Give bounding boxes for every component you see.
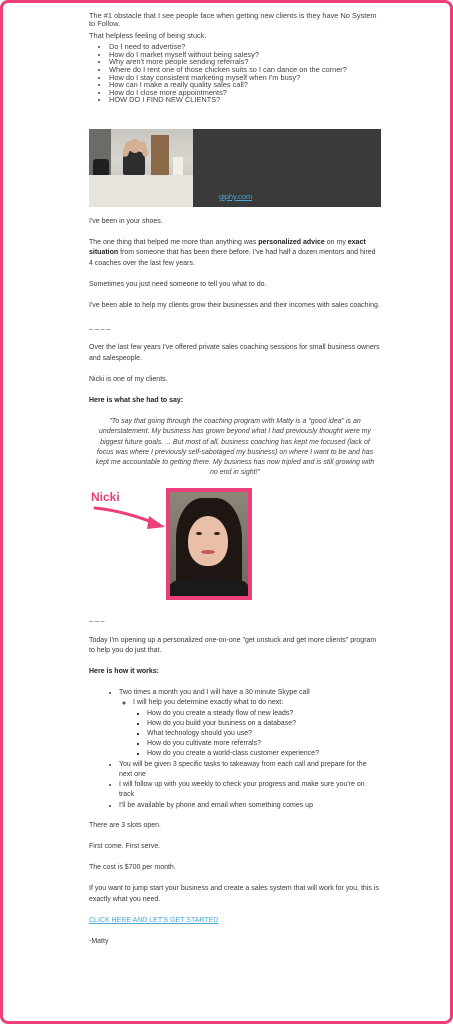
bold-exact-situation: exact situation	[89, 239, 366, 257]
intro-line-2: That helpless feeling of being stuck.	[89, 30, 207, 40]
frustrated-man-image[interactable]	[89, 129, 193, 207]
lamp	[173, 157, 183, 175]
list-item: ▪ What technology should you use?	[147, 729, 381, 739]
email-content	[89, 0, 381, 1024]
list-item: • HOW DO I FIND NEW CLIENTS?	[109, 96, 381, 104]
list-item: ▪ How do you create a world-class customer experience?	[147, 749, 381, 759]
list-item	[119, 688, 381, 759]
list-item: ▪ How do you create a steady flow of new leads?	[147, 709, 381, 719]
paragraph-cost: The cost is $700 per month.	[89, 864, 176, 872]
list-item-text: I will help you determine exactly what to do next:	[133, 699, 284, 707]
how-heading	[89, 667, 381, 677]
testimonial-heading-text: Here is what she had to say:	[89, 397, 184, 405]
list-item: • How can I make a really quality sales call?	[109, 81, 381, 89]
cta-paragraph	[89, 916, 381, 926]
paragraph-advice	[89, 238, 381, 269]
paragraph-slots: There are 3 slots open.	[89, 821, 161, 829]
list-item: • Why aren't more people sending referrals?	[109, 58, 381, 66]
signoff: -Matty	[89, 937, 109, 945]
bold-personalized-advice: personalized advice	[258, 239, 325, 247]
paragraph-nicki: Nicki is one of my clients.	[89, 375, 168, 383]
list-item: • Where do I rent one of those chicken suits so I can dance on the corner?	[109, 66, 381, 74]
sub-list	[119, 698, 381, 759]
body-section	[89, 217, 381, 958]
intro-section	[89, 12, 381, 104]
testimonial-quote: "To say that going through the coaching program with Matty is a "good idea" is an understatement. My business has grown beyond what I had previously thought were my biggest future goals. ... But most of all, business coaching has kept me focused (lack of focus was where I previously self-sabotaged my business) on where I want to be and has kept me accountable to getting there. My business has now tripled and is still growing with no end in sight!"	[95, 418, 375, 477]
nicki-photo	[166, 488, 252, 600]
paragraph-private-sessions: Over the last few years I've offered private sales coaching sessions for small business owners and salespeople.	[89, 344, 380, 362]
giphy-link[interactable]: giphy.com	[219, 192, 253, 201]
divider-2: _ _ _	[89, 615, 105, 623]
list-item: • How do I market myself without being salesy?	[109, 51, 381, 59]
nicki-block	[89, 488, 381, 606]
nicki-label: Nicki	[91, 490, 120, 505]
text-run: on my	[324, 239, 348, 247]
desk	[89, 175, 193, 207]
questions-list	[89, 43, 381, 104]
divider-1: _ _ _ _	[89, 323, 111, 331]
paragraph-first-come: First come. First serve.	[89, 842, 161, 850]
list-item	[133, 698, 381, 759]
list-item: • I'll be available by phone and email when something comes up	[119, 801, 381, 811]
paragraph-shoes: I've been in your shoes.	[89, 218, 163, 225]
door	[151, 135, 169, 175]
list-item: • How do I close more appointments?	[109, 89, 381, 97]
list-item: • You will be given 3 specific tasks to takeaway from each call and prepare for the next one	[119, 760, 381, 780]
gif-embed[interactable]	[89, 129, 381, 207]
photo-shoulder	[170, 578, 248, 600]
testimonial-heading	[89, 396, 381, 406]
list-item: • Do I need to advertise?	[109, 43, 381, 51]
how-heading-text: Here is how it works:	[89, 668, 160, 676]
list-item: • I will follow up with you weekly to check your progress and make sure you're on track	[119, 780, 381, 800]
photo-face	[188, 516, 228, 566]
paragraph-help-clients: I've been able to help my clients grow their businesses and their incomes with sales coaching.	[89, 302, 380, 310]
text-run: The one thing that helped me more than anything was	[89, 239, 259, 247]
how-it-works-list	[89, 688, 381, 810]
person-head	[129, 139, 141, 153]
paragraph-tell-you: Sometimes you just need someone to tell you what to do.	[89, 280, 267, 288]
intro-line-1: The #1 obstacle that I see people face when getting new clients is they have No System to Follow.	[89, 11, 377, 29]
text-run: from someone that has been there before. I've had half a dozen mentors and hired 4 coaches over the last few years.	[89, 249, 376, 267]
list-item-text: Two times a month you and I will have a 30 minute Skype call	[119, 689, 310, 697]
pointer-arrow-icon	[93, 502, 169, 532]
get-started-link[interactable]: CLICK HERE AND LET'S GET STARTED	[89, 916, 219, 924]
paragraph-program: Today I'm opening up a personalized one-on-one "get unstuck and get more clients" program to help you do just that.	[89, 636, 377, 654]
list-item: ▪ How do you cultivate more referrals?	[147, 739, 381, 749]
list-item: • How do I stay consistent marketing myself when I'm busy?	[109, 74, 381, 82]
list-item: ▪ How do you build your business on a database?	[147, 719, 381, 729]
sub-sub-list	[133, 709, 381, 760]
paragraph-jump-start: If you want to jump start your business and create a sales system that will work for you, this is exactly what you need.	[89, 885, 379, 903]
